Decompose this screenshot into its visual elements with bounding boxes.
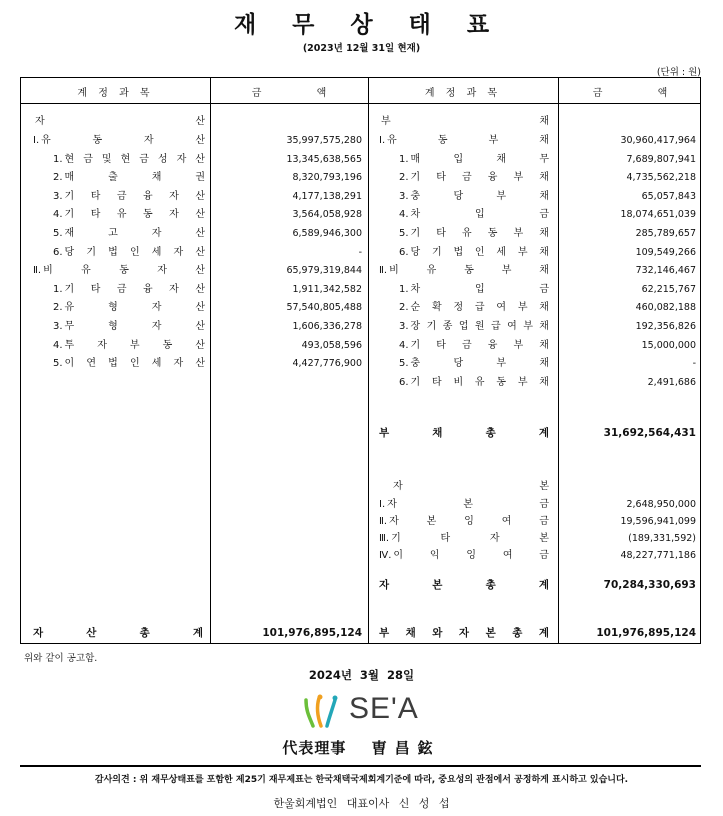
equity-row: Ⅳ. 이 익 잉 여 금 <box>379 550 549 561</box>
asset-row: 1. 현 금 및 현 금 성 자 산 <box>53 153 205 165</box>
liability-row: Ⅱ. 비 유 동 부 채 <box>379 265 549 277</box>
liability-row-amount: 65,057,843 <box>641 190 696 202</box>
equity-row: Ⅲ. 기 타 자 본 <box>379 533 549 544</box>
unit-label: (단위 : 원) <box>656 67 701 78</box>
asset-row: Ⅱ. 비 유 동 자 산 <box>33 265 205 277</box>
liability-row: 2. 기 타 금 융 부 채 <box>399 172 549 184</box>
assets-section-heading: 자 산 <box>35 116 205 127</box>
header-amount-right: 금 액 <box>592 88 694 99</box>
asset-row-amount: 1,911,342,582 <box>292 283 362 295</box>
asset-row-amount: 65,979,319,844 <box>286 265 362 277</box>
liability-row-amount: 18,074,651,039 <box>620 209 696 221</box>
liability-row-amount: 7,689,807,941 <box>626 153 696 165</box>
asset-row-amount: 35,997,575,280 <box>286 135 362 146</box>
equity-row-amount: 19,596,941,099 <box>620 516 696 527</box>
liability-row: 3. 충 당 부 채 <box>399 190 549 202</box>
asset-row: 3. 기 타 금 융 자 산 <box>53 190 205 202</box>
asset-row: 3. 무 형 자 산 <box>53 321 205 332</box>
equity-row: Ⅰ. 자 본 금 <box>379 499 549 510</box>
assets-total-amount: 101,976,895,124 <box>262 627 362 639</box>
asset-row: 2. 유 형 자 산 <box>53 302 205 314</box>
ceo-signature-line <box>0 737 723 758</box>
liability-row-amount: 62,215,767 <box>641 283 696 295</box>
liability-row: 5. 충 당 부 채 <box>399 358 549 370</box>
liabilities-total-amount: 31,692,564,431 <box>603 427 696 439</box>
liability-row: 1. 매 입 채 무 <box>399 153 549 165</box>
asset-row: 6. 당 기 법 인 세 자 산 <box>53 246 205 258</box>
liability-row-amount: 192,356,826 <box>635 321 696 332</box>
logo-wordmark: SE'A <box>349 692 419 725</box>
asset-row: 4. 투 자 부 동 산 <box>53 339 205 351</box>
auditor-signature: 한울회계법인 대표이사 신 성 섭 <box>273 797 450 810</box>
liability-row: 2. 순 확 정 급 여 부 채 <box>399 302 549 314</box>
liability-row: 6. 기 타 비 유 동 부 채 <box>399 376 549 388</box>
ceo-title: 代表理事 <box>282 739 347 757</box>
liabilities-total: 부 채 총 계 <box>379 427 549 439</box>
header-amount-left: 금 액 <box>251 88 353 99</box>
header-account-right: 계 정 과 목 <box>424 88 502 99</box>
liability-row-amount: 732,146,467 <box>635 265 696 277</box>
company-logo <box>299 692 429 730</box>
liability-row-amount: 4,735,562,218 <box>626 172 696 184</box>
equity-row-amount: 2,648,950,000 <box>626 499 696 510</box>
as-of-date: (2023년 12월 31일 현재) <box>302 43 421 54</box>
liability-row: 6. 당 기 법 인 세 부 채 <box>399 246 549 258</box>
liability-row: 4. 기 타 금 융 부 채 <box>399 339 549 351</box>
asset-row: 1. 기 타 금 융 자 산 <box>53 283 205 295</box>
document-title: 재 무 상 태 표 <box>233 12 504 38</box>
asset-row: 5. 재 고 자 산 <box>53 228 205 239</box>
liability-row: 1. 차 입 금 <box>399 283 549 295</box>
equity-total-amount: 70,284,330,693 <box>603 579 696 591</box>
liability-row-amount: 2,491,686 <box>647 376 696 388</box>
column-divider <box>368 78 369 643</box>
asset-row: 4. 기 타 유 동 자 산 <box>53 209 205 221</box>
asset-row-amount: 493,058,596 <box>301 339 362 351</box>
header-account-left: 계 정 과 목 <box>77 88 154 99</box>
asset-row-amount: - <box>358 246 362 258</box>
assets-total: 자 산 총 계 <box>33 627 203 639</box>
liability-row-amount: 109,549,266 <box>635 246 696 258</box>
asset-row-amount: 6,589,946,300 <box>292 228 362 239</box>
notice-text: 위와 같이 공고함. <box>24 653 98 664</box>
liability-row: Ⅰ. 유 동 부 채 <box>379 135 549 146</box>
balance-sheet-table <box>20 77 701 644</box>
liability-row-amount: 460,082,188 <box>635 302 696 314</box>
asset-row-amount: 4,427,776,900 <box>292 358 362 370</box>
equity-row-amount: (189,331,592) <box>628 533 696 544</box>
liabilities-equity-total-amount: 101,976,895,124 <box>596 627 696 639</box>
audit-opinion: 감사의견 : 위 재무상태표를 포함한 제25기 재무제표는 한국채택국제회계기준에 따라, 중요성의 관점에서 공정하게 표시하고 있습니다. <box>94 775 629 785</box>
asset-row-amount: 3,564,058,928 <box>292 209 362 221</box>
logo-mark-icon <box>299 692 349 730</box>
asset-row-amount: 8,320,793,196 <box>292 172 362 184</box>
asset-row: 2. 매 출 채 권 <box>53 172 205 184</box>
asset-row: Ⅰ. 유 동 자 산 <box>33 135 205 146</box>
asset-row-amount: 57,540,805,488 <box>286 302 362 314</box>
asset-row: 5. 이 연 법 인 세 자 산 <box>53 358 205 370</box>
equity-row: Ⅱ. 자 본 잉 여 금 <box>379 516 549 527</box>
equity-row-amount: 48,227,771,186 <box>620 550 696 561</box>
equity-section-heading: 자 본 <box>393 481 549 492</box>
liability-row: 5. 기 타 유 동 부 채 <box>399 228 549 239</box>
liability-row-amount: 285,789,657 <box>635 228 696 239</box>
asset-row-amount: 13,345,638,565 <box>286 153 362 165</box>
liability-row-amount: 30,960,417,964 <box>620 135 696 146</box>
asset-row-amount: 4,177,138,291 <box>292 190 362 202</box>
separator-line <box>20 765 701 767</box>
asset-row-amount: 1,606,336,278 <box>292 321 362 332</box>
liabilities-section-heading: 부 채 <box>381 116 549 127</box>
liability-row: 4. 차 입 금 <box>399 209 549 221</box>
liability-row: 3. 장 기 종 업 원 급 여 부 채 <box>399 321 549 332</box>
liabilities-equity-total: 부 채 와 자 본 총 계 <box>379 627 549 639</box>
publish-date: 2024년 3월 28일 <box>308 668 415 682</box>
equity-total: 자 본 총 계 <box>379 579 549 591</box>
ceo-name: 曺昌鉉 <box>371 739 441 757</box>
liability-row-amount: - <box>692 358 696 370</box>
header-divider <box>21 103 700 104</box>
liability-row-amount: 15,000,000 <box>641 339 696 351</box>
